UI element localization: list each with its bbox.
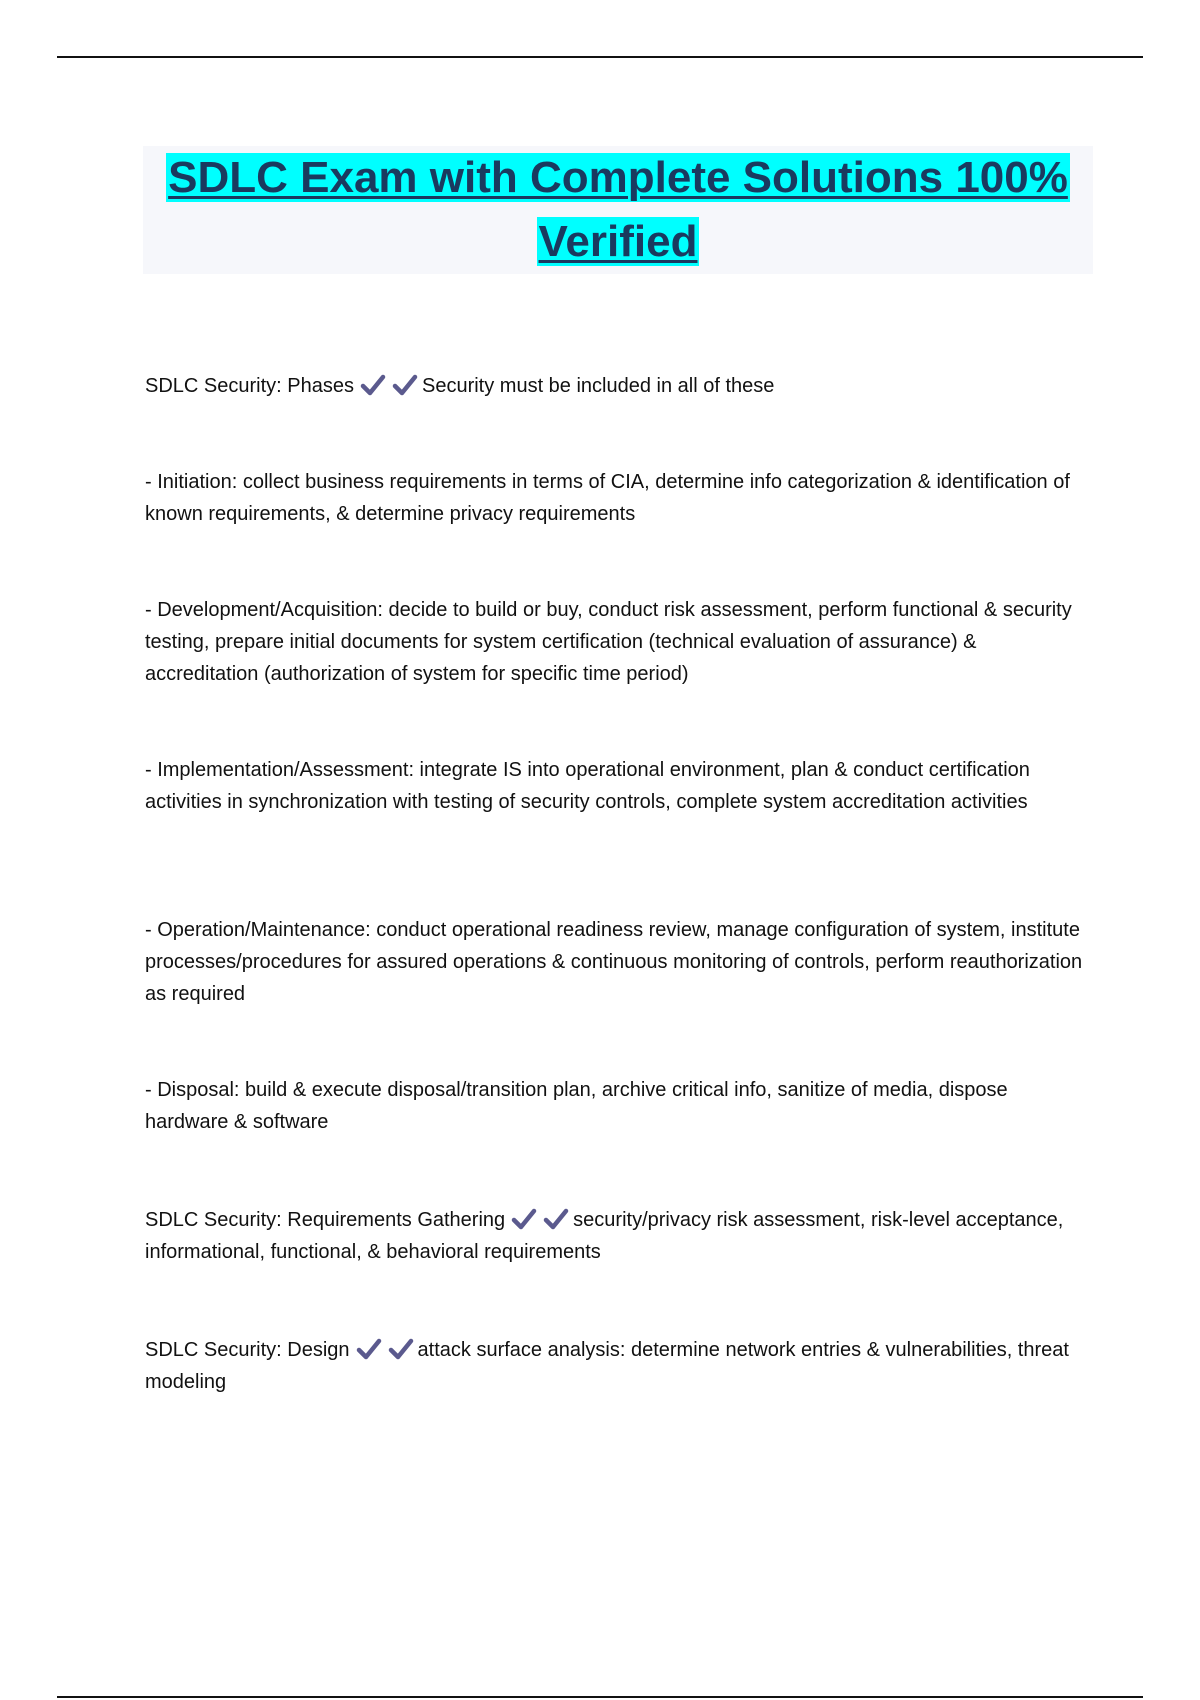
checkmark-icon bbox=[356, 1338, 382, 1360]
qa-entry-requirements-gathering bbox=[145, 1204, 1095, 1268]
checkmark-icon bbox=[392, 374, 418, 396]
question-text: SDLC Security: Requirements Gathering bbox=[145, 1209, 506, 1231]
checkmark-icon bbox=[388, 1338, 414, 1360]
top-rule bbox=[57, 56, 1143, 58]
title-line-2: Verified bbox=[538, 217, 698, 266]
title-box bbox=[143, 146, 1093, 274]
phase-development-acquisition: - Development/Acquisition: decide to build or buy, conduct risk assessment, perform functional & security testing, prepare initial documents for system certification (technical evaluation of assurance) & accreditation (authorization of system for specific time period) bbox=[145, 599, 1072, 685]
answer-text: security/privacy risk assessment, risk-level acceptance, informational, functional, & behavioral requirements bbox=[145, 1209, 1064, 1263]
phase-implementation-assessment: - Implementation/Assessment: integrate IS into operational environment, plan & conduct certification activities in synchronization with testing of security controls, complete system accreditation activities bbox=[145, 759, 1030, 813]
checkmark-icon bbox=[360, 374, 386, 396]
document-title bbox=[166, 153, 1070, 266]
phase-initiation: - Initiation: collect business requirements in terms of CIA, determine info categorization & identification of known requirements, & determine privacy requirements bbox=[145, 471, 1070, 525]
checkmark-icon bbox=[543, 1208, 569, 1230]
qa-entry-phases bbox=[145, 370, 1095, 402]
phase-disposal: - Disposal: build & execute disposal/transition plan, archive critical info, sanitize of media, dispose hardware & software bbox=[145, 1079, 1008, 1133]
question-text: SDLC Security: Phases bbox=[145, 375, 354, 397]
qa-entry-design bbox=[145, 1334, 1095, 1398]
question-text: SDLC Security: Design bbox=[145, 1339, 350, 1361]
title-line-1: SDLC Exam with Complete Solutions 100% bbox=[168, 153, 1068, 202]
checkmark-icon bbox=[511, 1208, 537, 1230]
bottom-rule bbox=[57, 1696, 1143, 1698]
answer-text: attack surface analysis: determine network entries & vulnerabilities, threat modeling bbox=[145, 1339, 1069, 1393]
phase-operation-maintenance: - Operation/Maintenance: conduct operational readiness review, manage configuration of system, institute processes/procedures for assured operations & continuous monitoring of controls, perform reauthorization as required bbox=[145, 919, 1083, 1005]
answer-text: Security must be included in all of these bbox=[421, 375, 775, 397]
